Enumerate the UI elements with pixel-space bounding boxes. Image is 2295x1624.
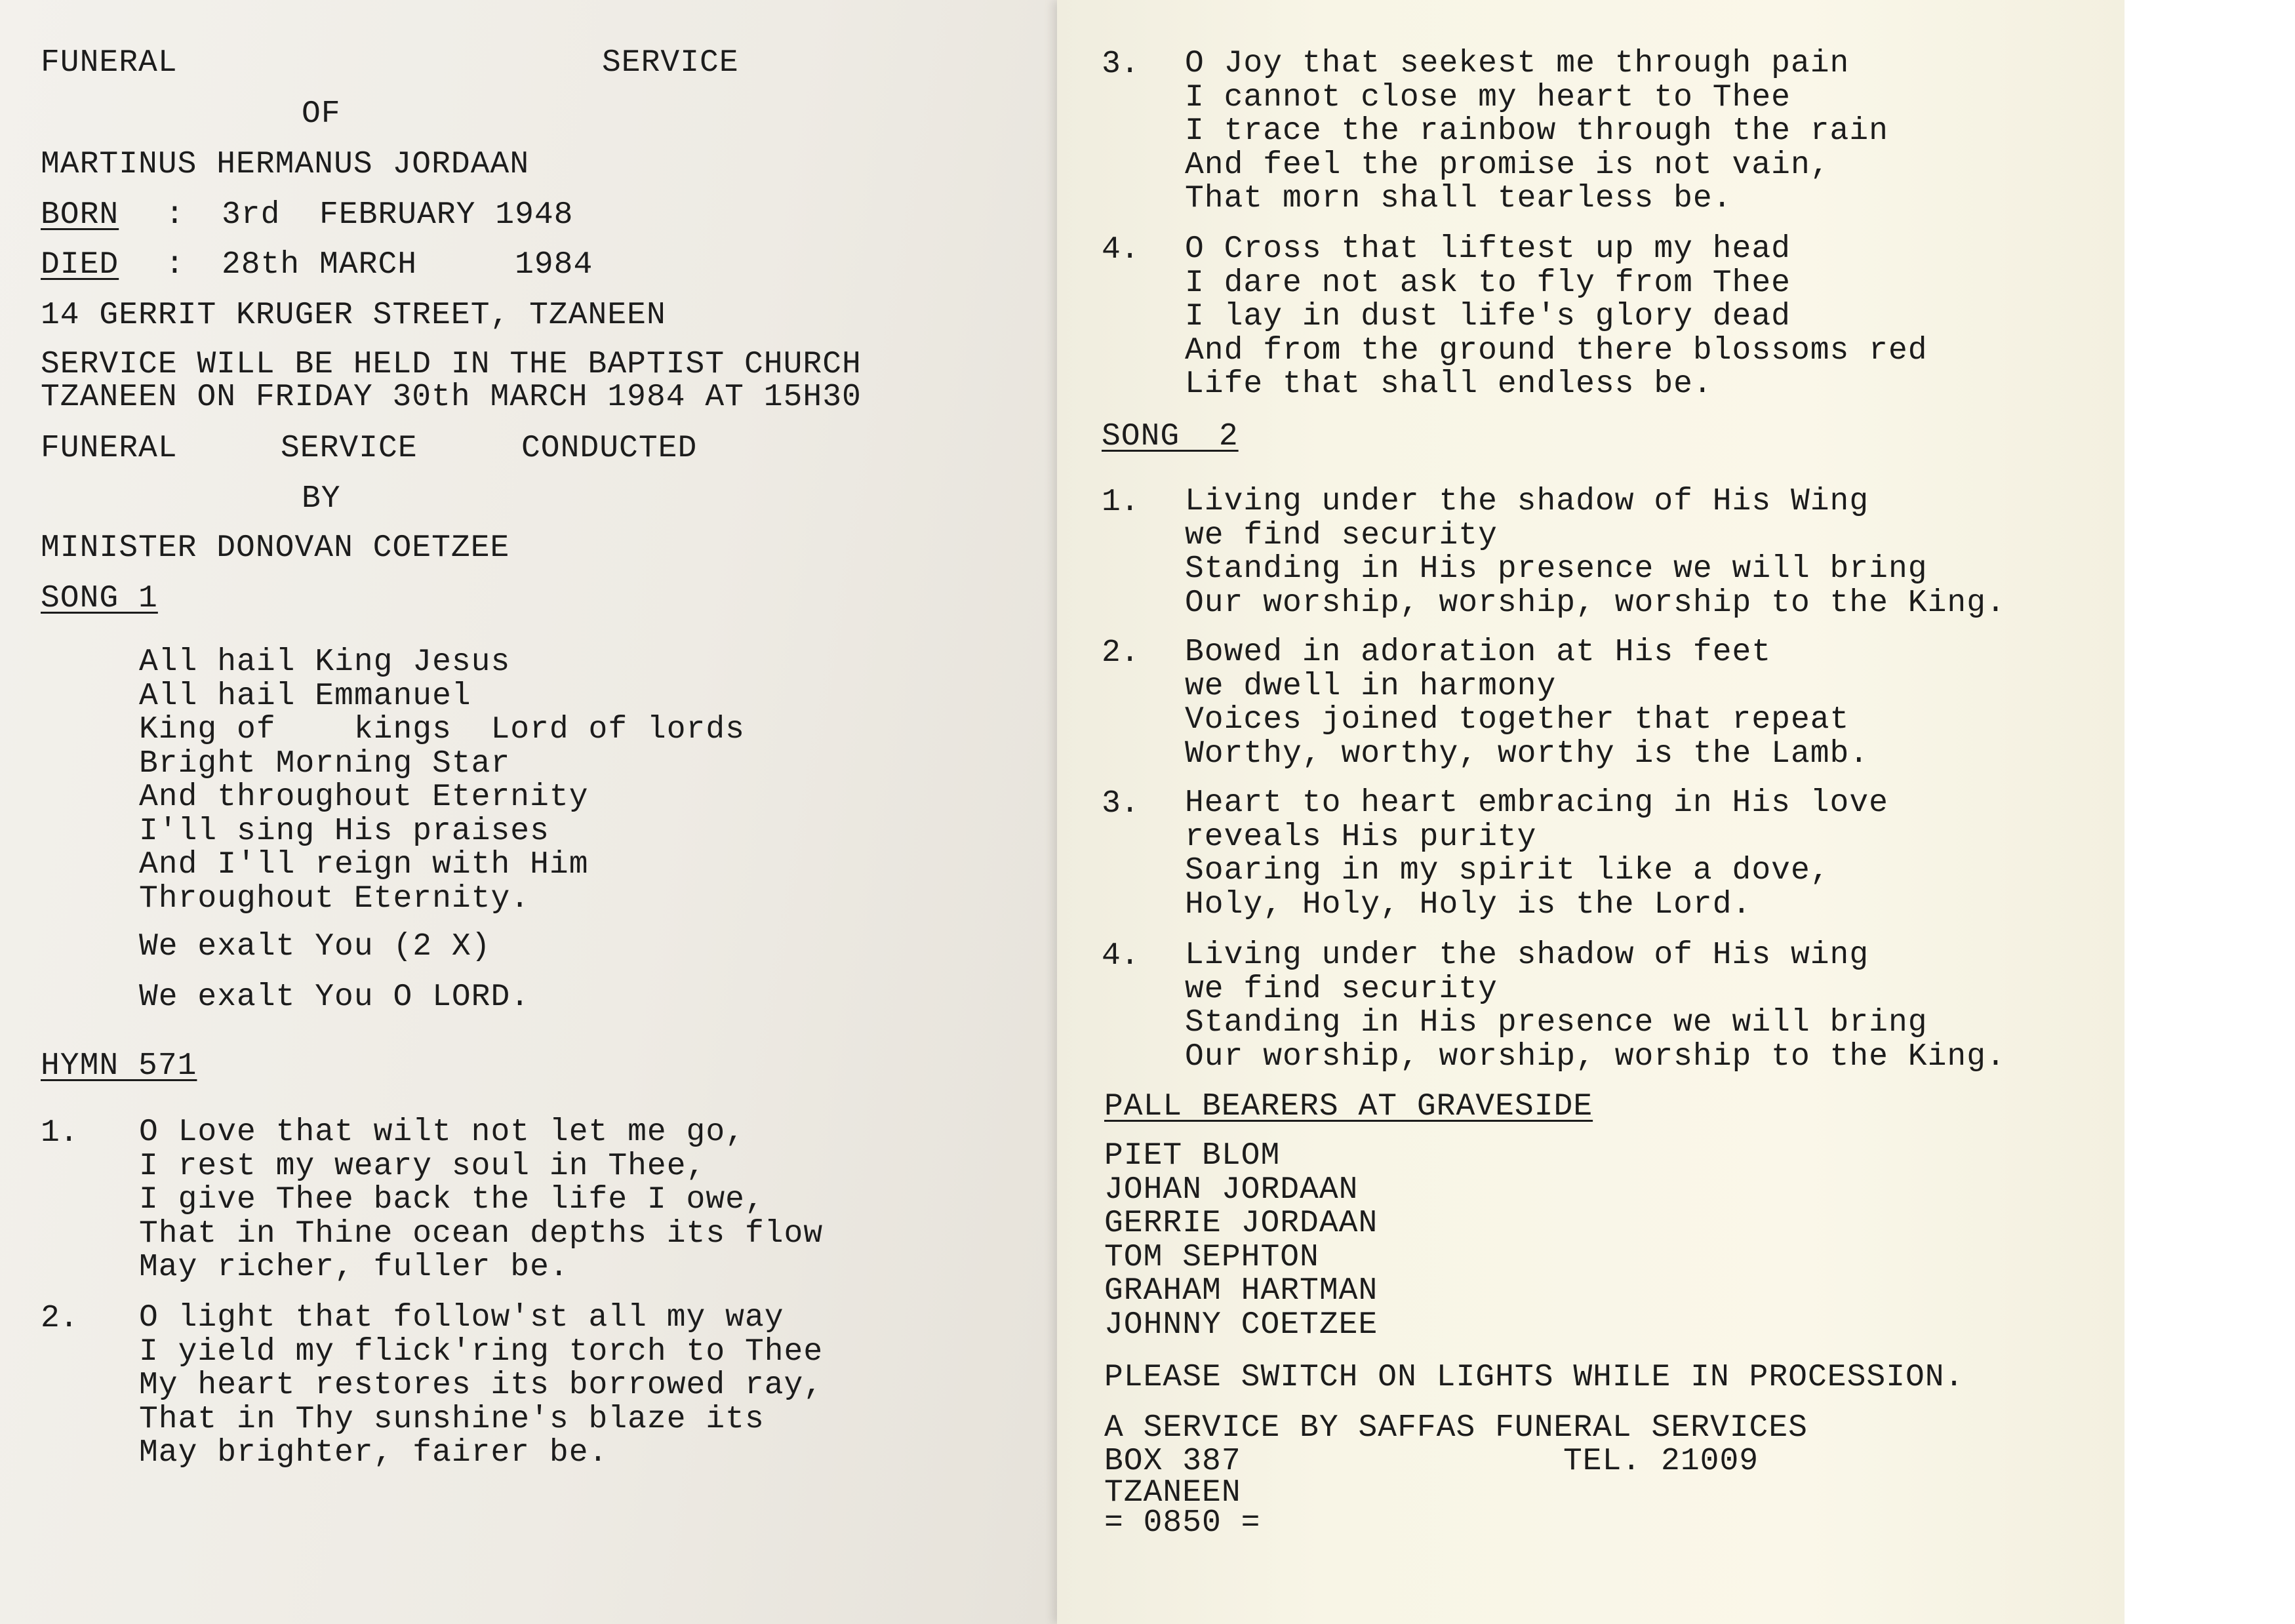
left-page <box>0 0 1057 1624</box>
hymn-verse-number: 3. <box>1102 47 1140 82</box>
hymn-line: Life that shall endless be. <box>1185 366 1713 402</box>
song2-line: we find security <box>1185 517 1498 553</box>
song2-verse-number: 2. <box>1102 635 1140 671</box>
title-funeral: FUNERAL <box>41 45 178 81</box>
hymn-title: HYMN 571 <box>41 1048 197 1084</box>
song2-line: Worthy, worthy, worthy is the Lamb. <box>1185 736 1869 772</box>
song2-line: Heart to heart embracing in His love <box>1185 785 1888 821</box>
right-page <box>1057 0 2125 1624</box>
service-provider: A SERVICE BY SAFFAS FUNERAL SERVICES <box>1104 1410 1808 1446</box>
hymn-line: That morn shall tearless be. <box>1185 181 1732 216</box>
pall-bearer-name: JOHNNY COETZEE <box>1104 1307 1378 1343</box>
hymn-line: My heart restores its borrowed ray, <box>139 1368 824 1403</box>
hymn-line: O Joy that seekest me through pain <box>1185 46 1850 81</box>
died-date: 28th MARCH 1984 <box>222 247 593 283</box>
hymn-verse-1 <box>139 1116 823 1285</box>
song2-verse-number: 3. <box>1102 786 1140 822</box>
hymn-line: I dare not ask to fly from Thee <box>1185 265 1791 301</box>
conducted-conducted: CONDUCTED <box>521 431 698 466</box>
hymn-verse-2 <box>139 1301 823 1471</box>
song2-line: we find security <box>1185 971 1498 1007</box>
born-separator: : <box>165 197 185 233</box>
song2-line: we dwell in harmony <box>1185 668 1557 704</box>
conducted-funeral: FUNERAL <box>41 431 178 466</box>
hymn-line: I yield my flick'ring torch to Thee <box>139 1334 824 1370</box>
hymn-line: I trace the rainbow through the rain <box>1185 113 1888 149</box>
hymn-line: That in Thine ocean depths its flow <box>139 1216 824 1252</box>
hymn-line: I lay in dust life's glory dead <box>1185 299 1791 334</box>
title-of: OF <box>302 96 341 132</box>
deceased-name: MARTINUS HERMANUS JORDAAN <box>41 147 530 182</box>
song2-line: reveals His purity <box>1185 819 1537 855</box>
hymn-verse-4 <box>1185 233 1928 402</box>
song2-line: Living under the shadow of His Wing <box>1185 484 1869 519</box>
died-label: DIED <box>41 247 119 283</box>
hymn-line: That in Thy sunshine's blaze its <box>139 1401 765 1437</box>
song1-title: SONG 1 <box>41 581 158 616</box>
song2-verse-4 <box>1185 939 2006 1074</box>
pall-bearer-name: PIET BLOM <box>1104 1138 1281 1174</box>
postal-code: = 0850 = <box>1104 1505 1261 1541</box>
song2-line: Soaring in my spirit like a dove, <box>1185 853 1830 888</box>
hymn-line: I rest my weary soul in Thee, <box>139 1148 706 1184</box>
born-label: BORN <box>41 197 119 233</box>
born-date: 3rd FEBRUARY 1948 <box>222 197 574 233</box>
service-details-line2: TZANEEN ON FRIDAY 30th MARCH 1984 AT 15H30 <box>41 380 862 415</box>
song2-verse-number: 1. <box>1102 485 1140 520</box>
song1-line: All hail King Jesus <box>139 644 511 680</box>
address: 14 GERRIT KRUGER STREET, TZANEEN <box>41 298 666 333</box>
song1-line: King of kings Lord of lords <box>139 712 745 747</box>
conducted-service: SERVICE <box>281 431 418 466</box>
service-details-line1: SERVICE WILL BE HELD IN THE BAPTIST CHURCH <box>41 347 862 382</box>
song1-refrain-1: We exalt You (2 X) <box>139 929 491 964</box>
hymn-line: I cannot close my heart to Thee <box>1185 79 1791 115</box>
pall-bearer-name: GERRIE JORDAAN <box>1104 1206 1378 1241</box>
conducted-by: BY <box>302 481 341 517</box>
song1-refrain-2: We exalt You O LORD. <box>139 980 530 1015</box>
hymn-line: May richer, fuller be. <box>139 1250 569 1285</box>
title-service: SERVICE <box>602 45 739 81</box>
hymn-verse-number: 2. <box>41 1301 79 1336</box>
hymn-line: I give Thee back the life I owe, <box>139 1182 765 1218</box>
song2-title: SONG 2 <box>1102 419 1239 454</box>
song1-line: Throughout Eternity. <box>139 881 530 917</box>
pall-bearers-list <box>1104 1139 1378 1342</box>
procession-notice: PLEASE SWITCH ON LIGHTS WHILE IN PROCESSION. <box>1104 1360 1965 1395</box>
song1-lyrics <box>139 646 745 916</box>
song2-line: Our worship, worship, worship to the King. <box>1185 1039 2006 1075</box>
song2-verse-number: 4. <box>1102 938 1140 974</box>
hymn-line: O light that follow'st all my way <box>139 1300 784 1336</box>
song2-verse-2 <box>1185 636 1869 771</box>
song1-line: Bright Morning Star <box>139 745 511 782</box>
pall-bearer-name: JOHAN JORDAAN <box>1104 1172 1359 1208</box>
hymn-line: And feel the promise is not vain, <box>1185 147 1830 183</box>
song2-verse-1 <box>1185 485 2006 620</box>
song2-line: Voices joined together that repeat <box>1185 702 1850 738</box>
song2-line: Bowed in adoration at His feet <box>1185 635 1772 670</box>
hymn-line: And from the ground there blossoms red <box>1185 332 1928 368</box>
town: TZANEEN <box>1104 1475 1241 1511</box>
telephone: TEL. 21009 <box>1563 1444 1759 1479</box>
song1-line: I'll sing His praises <box>139 813 549 849</box>
pall-bearer-name: TOM SEPHTON <box>1104 1239 1319 1275</box>
song2-line: Holy, Holy, Holy is the Lord. <box>1185 886 1752 922</box>
song2-line: Standing in His presence we will bring <box>1185 1005 1928 1040</box>
hymn-line: May brighter, fairer be. <box>139 1435 609 1471</box>
background-margin <box>2125 0 2295 1624</box>
song2-line: Our worship, worship, worship to the King. <box>1185 585 2006 621</box>
hymn-line: O Love that wilt not let me go, <box>139 1115 745 1150</box>
died-separator: : <box>165 247 185 283</box>
song1-line: And throughout Eternity <box>139 780 589 815</box>
song2-verse-3 <box>1185 787 1888 922</box>
box-number: BOX 387 <box>1104 1444 1241 1479</box>
song1-line: All hail Emmanuel <box>139 678 471 714</box>
song2-line: Living under the shadow of His wing <box>1185 938 1869 973</box>
hymn-verse-3 <box>1185 47 1888 216</box>
hymn-verse-number: 1. <box>41 1115 79 1151</box>
song2-line: Standing in His presence we will bring <box>1185 551 1928 587</box>
pall-bearer-name: GRAHAM HARTMAN <box>1104 1273 1378 1309</box>
hymn-line: O Cross that liftest up my head <box>1185 231 1791 267</box>
minister-name: MINISTER DONOVAN COETZEE <box>41 530 510 566</box>
song1-line: And I'll reign with Him <box>139 847 589 882</box>
hymn-verse-number: 4. <box>1102 232 1140 267</box>
pall-bearers-title: PALL BEARERS AT GRAVESIDE <box>1104 1089 1593 1124</box>
